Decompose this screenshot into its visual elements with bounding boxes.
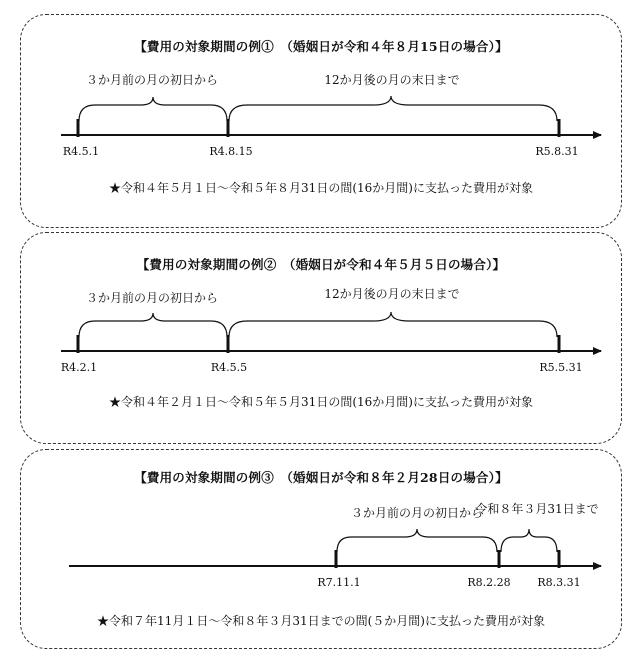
brace-left-label: ３か月前の月の初日から bbox=[85, 291, 219, 305]
period-summary: ★令和４年５月１日～令和５年８月31日の間(16か月間)に支払った費用が対象 bbox=[109, 181, 533, 195]
brace-left-label: ３か月前の月の初日から bbox=[85, 73, 219, 87]
date-mid-label: R4.5.5 bbox=[210, 361, 248, 374]
brace-right-label: 令和８年３月31日まで bbox=[475, 502, 599, 516]
brace-right bbox=[229, 96, 557, 121]
date-end-label: R8.3.31 bbox=[537, 576, 581, 589]
brace-right bbox=[229, 312, 557, 337]
brace-right-label: 12か月後の月の末日まで bbox=[324, 73, 460, 87]
brace-left bbox=[79, 97, 227, 121]
date-mid-label: R4.8.15 bbox=[209, 145, 253, 158]
period-summary: ★令和４年２月１日～令和５年５月31日の間(16か月間)に支払った費用が対象 bbox=[109, 395, 533, 409]
example-panel-2 bbox=[20, 232, 622, 444]
brace-left-label: ３か月前の月の初日から bbox=[350, 506, 484, 520]
period-summary: ★令和７年11月１日～令和８年３月31日までの間(５か月間)に支払った費用が対象 bbox=[97, 614, 545, 628]
brace-left bbox=[79, 313, 227, 337]
date-start-label: R4.5.1 bbox=[62, 145, 100, 158]
panel-title: 【費用の対象期間の例① （婚姻日が令和４年８月15日の場合）】 bbox=[134, 39, 508, 54]
date-end-label: R5.5.31 bbox=[539, 361, 583, 374]
panel-title: 【費用の対象期間の例③ （婚姻日が令和８年２月28日の場合）】 bbox=[134, 470, 508, 485]
panel-title: 【費用の対象期間の例② （婚姻日が令和４年５月５日の場合）】 bbox=[136, 257, 506, 272]
example-panel-1 bbox=[20, 14, 622, 228]
timeline-diagram bbox=[21, 15, 623, 229]
date-start-label: R4.2.1 bbox=[60, 361, 98, 374]
brace-right bbox=[501, 529, 557, 552]
brace-left bbox=[337, 529, 497, 552]
date-start-label: R7.11.1 bbox=[317, 576, 361, 589]
brace-right-label: 12か月後の月の末日まで bbox=[324, 287, 460, 301]
date-mid-label: R8.2.28 bbox=[467, 576, 511, 589]
timeline-diagram bbox=[21, 233, 623, 445]
example-panel-3 bbox=[20, 449, 622, 649]
date-end-label: R5.8.31 bbox=[535, 145, 579, 158]
